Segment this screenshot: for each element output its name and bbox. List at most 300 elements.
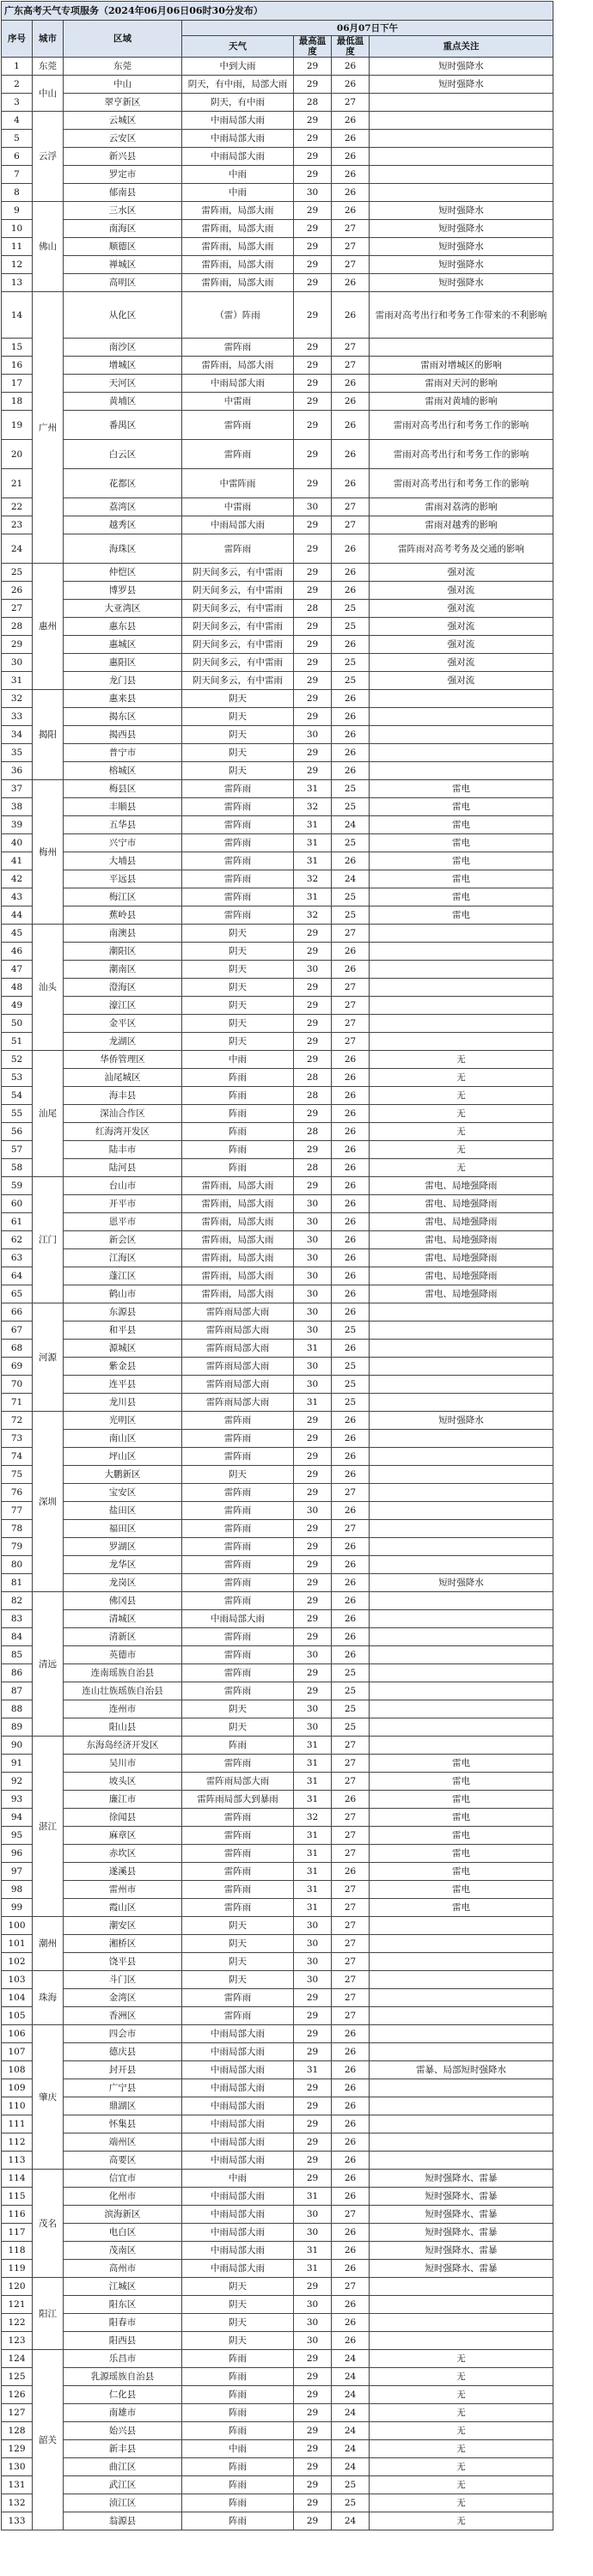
cell-focus: 短时强降水、雷暴 <box>370 2170 553 2188</box>
table-row <box>2 1917 553 1935</box>
cell-tmin: 26 <box>332 2043 370 2061</box>
table-row <box>2 1394 553 1412</box>
cell-region: 坡头区 <box>64 1773 182 1791</box>
table-row <box>2 1718 553 1737</box>
cell-tmin: 26 <box>332 2133 370 2152</box>
cell-index: 13 <box>2 274 33 292</box>
table-row <box>2 1773 553 1791</box>
cell-tmax: 29 <box>294 582 332 600</box>
cell-tmax: 30 <box>294 2314 332 2332</box>
cell-tmax: 30 <box>294 1303 332 1322</box>
table-row <box>2 2386 553 2404</box>
cell-weather: 雷阵雨 <box>182 1664 294 1682</box>
cell-tmin: 26 <box>332 292 370 339</box>
table-row <box>2 94 553 112</box>
cell-weather: 阴天 <box>182 997 294 1015</box>
cell-weather: 雷阵雨 <box>182 834 294 852</box>
table-row <box>2 1538 553 1556</box>
cell-focus <box>370 1466 553 1484</box>
cell-region: 龙门县 <box>64 672 182 690</box>
cell-weather: 雷阵雨 <box>182 906 294 925</box>
table-row <box>2 2079 553 2097</box>
cell-tmin: 26 <box>332 148 370 166</box>
cell-region: 仁化县 <box>64 2386 182 2404</box>
cell-tmin: 25 <box>332 834 370 852</box>
cell-index: 93 <box>2 1791 33 1809</box>
table-row <box>2 166 553 184</box>
cell-region: 普宁市 <box>64 744 182 762</box>
cell-city: 茂名 <box>33 2170 64 2278</box>
cell-weather: 阵雨 <box>182 1159 294 1177</box>
cell-tmin: 26 <box>332 1466 370 1484</box>
cell-focus <box>370 339 553 357</box>
cell-tmax: 29 <box>294 2115 332 2133</box>
cell-tmax: 29 <box>294 2458 332 2476</box>
cell-region: 蕉岭县 <box>64 906 182 925</box>
cell-focus: 雷电 <box>370 852 553 870</box>
cell-weather: 雷阵雨 <box>182 1881 294 1899</box>
cell-region: 惠东县 <box>64 618 182 636</box>
cell-tmax: 31 <box>294 852 332 870</box>
cell-region: 紫金县 <box>64 1358 182 1376</box>
cell-tmax: 29 <box>294 375 332 393</box>
cell-focus: 强对流 <box>370 600 553 618</box>
cell-city: 阳江 <box>33 2278 64 2350</box>
table-row <box>2 744 553 762</box>
cell-city: 清远 <box>33 1592 64 1737</box>
cell-region: 阳山县 <box>64 1718 182 1737</box>
cell-weather: 雷阵雨 <box>182 1538 294 1556</box>
cell-weather: 阵雨 <box>182 1123 294 1141</box>
cell-region: 香洲区 <box>64 2007 182 2025</box>
cell-weather: 雷阵雨 <box>182 1520 294 1538</box>
cell-tmax: 29 <box>294 2278 332 2296</box>
cell-tmax: 29 <box>294 2494 332 2512</box>
cell-region: 越秀区 <box>64 516 182 534</box>
cell-tmax: 29 <box>294 1141 332 1159</box>
cell-focus <box>370 1682 553 1700</box>
cell-weather: 中雨局部大雨 <box>182 2242 294 2260</box>
cell-tmin: 26 <box>332 708 370 726</box>
table-row <box>2 238 553 256</box>
table-row <box>2 2224 553 2242</box>
cell-focus: 短时强降水 <box>370 202 553 220</box>
cell-index: 129 <box>2 2440 33 2458</box>
cell-weather: 阵雨 <box>182 1105 294 1123</box>
cell-tmin: 26 <box>332 762 370 780</box>
cell-tmax: 29 <box>294 76 332 94</box>
header-focus: 重点关注 <box>370 36 553 58</box>
cell-region: 连州市 <box>64 1700 182 1718</box>
cell-weather: 雷阵雨 <box>182 534 294 564</box>
cell-index: 25 <box>2 564 33 582</box>
cell-focus <box>370 1953 553 1971</box>
cell-region: 江海区 <box>64 1249 182 1267</box>
cell-region: 乳源瑶族自治县 <box>64 2368 182 2386</box>
cell-index: 64 <box>2 1267 33 1285</box>
cell-region: 福田区 <box>64 1520 182 1538</box>
table-row <box>2 1267 553 1285</box>
cell-weather: 雷阵雨 <box>182 1448 294 1466</box>
table-row <box>2 256 553 274</box>
cell-focus: 无 <box>370 2368 553 2386</box>
cell-weather: 阴天间多云，有中雷雨 <box>182 654 294 672</box>
cell-tmin: 26 <box>332 76 370 94</box>
cell-weather: 雷阵雨 <box>182 1827 294 1845</box>
cell-region: 赤坎区 <box>64 1845 182 1863</box>
table-row <box>2 1520 553 1538</box>
cell-tmin: 25 <box>332 1376 370 1394</box>
cell-tmax: 29 <box>294 58 332 76</box>
cell-tmax: 29 <box>294 1105 332 1123</box>
table-row <box>2 516 553 534</box>
cell-focus <box>370 1628 553 1646</box>
cell-focus: 短时强降水 <box>370 1574 553 1592</box>
cell-tmin: 26 <box>332 1556 370 1574</box>
cell-region: 四会市 <box>64 2025 182 2043</box>
cell-tmin: 26 <box>332 1502 370 1520</box>
cell-focus: 短时强降水、雷暴 <box>370 2242 553 2260</box>
cell-focus <box>370 1935 553 1953</box>
cell-tmax: 31 <box>294 1863 332 1881</box>
cell-weather: 阵雨 <box>182 2476 294 2494</box>
cell-weather: 雷阵雨，局部大雨 <box>182 256 294 274</box>
cell-weather: 中雨局部大雨 <box>182 2260 294 2278</box>
table-row <box>2 112 553 130</box>
cell-focus <box>370 925 553 943</box>
cell-region: 佛冈县 <box>64 1592 182 1610</box>
cell-tmin: 26 <box>332 393 370 411</box>
cell-region: 金平区 <box>64 1015 182 1033</box>
table-row <box>2 2368 553 2386</box>
cell-region: 广宁县 <box>64 2079 182 2097</box>
cell-weather: 阴天 <box>182 1917 294 1935</box>
cell-weather: 中雨 <box>182 184 294 202</box>
cell-index: 130 <box>2 2458 33 2476</box>
cell-index: 119 <box>2 2260 33 2278</box>
cell-focus <box>370 2332 553 2350</box>
cell-region: 东源县 <box>64 1303 182 1322</box>
cell-index: 121 <box>2 2296 33 2314</box>
cell-index: 125 <box>2 2368 33 2386</box>
cell-tmax: 29 <box>294 292 332 339</box>
cell-index: 107 <box>2 2043 33 2061</box>
cell-focus <box>370 690 553 708</box>
table-row <box>2 1935 553 1953</box>
cell-tmax: 30 <box>294 961 332 979</box>
cell-region: 揭东区 <box>64 708 182 726</box>
cell-tmin: 26 <box>332 943 370 961</box>
cell-tmax: 29 <box>294 166 332 184</box>
cell-region: 惠城区 <box>64 636 182 654</box>
cell-index: 96 <box>2 1845 33 1863</box>
cell-focus: 短时强降水 <box>370 238 553 256</box>
cell-region: 滨海新区 <box>64 2206 182 2224</box>
cell-focus: 雷电 <box>370 888 553 906</box>
cell-tmax: 29 <box>294 1177 332 1195</box>
cell-tmax: 29 <box>294 1051 332 1069</box>
cell-region: 丰顺县 <box>64 798 182 816</box>
cell-tmin: 27 <box>332 1935 370 1953</box>
cell-tmin: 24 <box>332 2458 370 2476</box>
cell-index: 11 <box>2 238 33 256</box>
cell-index: 26 <box>2 582 33 600</box>
table-row <box>2 1664 553 1682</box>
cell-tmax: 29 <box>294 238 332 256</box>
cell-index: 83 <box>2 1610 33 1628</box>
cell-index: 19 <box>2 411 33 440</box>
cell-focus: 雷雨对黄埔的影响 <box>370 393 553 411</box>
cell-tmax: 29 <box>294 2007 332 2025</box>
table-row <box>2 440 553 469</box>
cell-region: 仲恺区 <box>64 564 182 582</box>
cell-index: 62 <box>2 1231 33 1249</box>
table-row <box>2 708 553 726</box>
cell-focus <box>370 1718 553 1737</box>
cell-index: 8 <box>2 184 33 202</box>
cell-region: 金湾区 <box>64 1989 182 2007</box>
cell-tmax: 29 <box>294 1520 332 1538</box>
cell-tmax: 28 <box>294 600 332 618</box>
cell-tmin: 26 <box>332 2170 370 2188</box>
cell-focus <box>370 1556 553 1574</box>
cell-tmin: 27 <box>332 94 370 112</box>
cell-region: 澄海区 <box>64 979 182 997</box>
cell-tmin: 27 <box>332 1737 370 1755</box>
cell-tmax: 30 <box>294 726 332 744</box>
cell-tmax: 29 <box>294 2386 332 2404</box>
cell-index: 88 <box>2 1700 33 1718</box>
cell-tmax: 30 <box>294 2296 332 2314</box>
cell-region: 乐昌市 <box>64 2350 182 2368</box>
cell-weather: 雷阵雨 <box>182 1845 294 1863</box>
cell-tmin: 27 <box>332 516 370 534</box>
header-row-1 <box>2 21 553 36</box>
cell-index: 82 <box>2 1592 33 1610</box>
cell-region: 南山区 <box>64 1430 182 1448</box>
cell-region: 深汕合作区 <box>64 1105 182 1123</box>
cell-city: 梅州 <box>33 780 64 925</box>
cell-tmax: 31 <box>294 1881 332 1899</box>
cell-weather: 雷阵雨局部大雨 <box>182 1773 294 1791</box>
cell-focus <box>370 112 553 130</box>
cell-tmin: 26 <box>332 1412 370 1430</box>
cell-tmax: 30 <box>294 1358 332 1376</box>
cell-focus <box>370 1917 553 1935</box>
cell-tmax: 29 <box>294 979 332 997</box>
cell-tmin: 26 <box>332 744 370 762</box>
cell-focus <box>370 1484 553 1502</box>
cell-city: 云浮 <box>33 112 64 202</box>
table-row <box>2 1033 553 1051</box>
cell-city: 河源 <box>33 1303 64 1412</box>
cell-tmin: 27 <box>332 1845 370 1863</box>
cell-index: 37 <box>2 780 33 798</box>
table-row <box>2 1610 553 1628</box>
cell-weather: 雷阵雨 <box>182 1412 294 1430</box>
cell-city: 珠海 <box>33 1971 64 2025</box>
cell-tmin: 27 <box>332 2007 370 2025</box>
table-row <box>2 2152 553 2170</box>
cell-region: 南雄市 <box>64 2404 182 2422</box>
cell-region: 开平市 <box>64 1195 182 1213</box>
cell-tmin: 27 <box>332 1989 370 2007</box>
cell-tmax: 29 <box>294 1448 332 1466</box>
cell-index: 97 <box>2 1863 33 1881</box>
cell-index: 116 <box>2 2206 33 2224</box>
cell-tmin: 26 <box>332 961 370 979</box>
table-row <box>2 1303 553 1322</box>
cell-focus: 强对流 <box>370 672 553 690</box>
cell-focus: 雷电 <box>370 1845 553 1863</box>
table-row <box>2 411 553 440</box>
cell-region: 云城区 <box>64 112 182 130</box>
cell-region: 罗湖区 <box>64 1538 182 1556</box>
cell-tmin: 27 <box>332 2278 370 2296</box>
cell-index: 42 <box>2 870 33 888</box>
cell-tmin: 26 <box>332 1863 370 1881</box>
cell-tmax: 29 <box>294 1015 332 1033</box>
cell-tmin: 26 <box>332 184 370 202</box>
cell-region: 中山 <box>64 76 182 94</box>
cell-tmax: 31 <box>294 1737 332 1755</box>
cell-index: 23 <box>2 516 33 534</box>
table-row <box>2 1141 553 1159</box>
cell-weather: 雷阵雨 <box>182 1755 294 1773</box>
cell-focus: 雷电 <box>370 1755 553 1773</box>
cell-weather: 阵雨 <box>182 1069 294 1087</box>
cell-region: 郁南县 <box>64 184 182 202</box>
cell-tmin: 26 <box>332 375 370 393</box>
cell-tmin: 26 <box>332 2097 370 2115</box>
cell-region: 禅城区 <box>64 256 182 274</box>
cell-tmin: 26 <box>332 1285 370 1303</box>
table-row <box>2 1845 553 1863</box>
table-row <box>2 2296 553 2314</box>
table-row <box>2 202 553 220</box>
cell-weather: 雷阵雨，局部大雨 <box>182 1249 294 1267</box>
cell-index: 71 <box>2 1394 33 1412</box>
cell-tmax: 29 <box>294 220 332 238</box>
cell-index: 94 <box>2 1809 33 1827</box>
table-row <box>2 1827 553 1845</box>
cell-focus: 无 <box>370 1123 553 1141</box>
cell-focus <box>370 1358 553 1376</box>
cell-focus <box>370 708 553 726</box>
cell-tmax: 31 <box>294 2260 332 2278</box>
table-head <box>2 2 553 58</box>
cell-tmax: 29 <box>294 2476 332 2494</box>
cell-weather: 雷阵雨，局部大雨 <box>182 357 294 375</box>
cell-weather: 雷阵雨局部大雨 <box>182 1394 294 1412</box>
table-row <box>2 2440 553 2458</box>
cell-weather: 雷阵雨，局部大雨 <box>182 1231 294 1249</box>
table-row <box>2 690 553 708</box>
cell-index: 52 <box>2 1051 33 1069</box>
cell-index: 63 <box>2 1249 33 1267</box>
cell-region: 揭西县 <box>64 726 182 744</box>
cell-tmax: 30 <box>294 498 332 516</box>
cell-weather: 雷阵雨 <box>182 1809 294 1827</box>
cell-focus: 无 <box>370 1069 553 1087</box>
table-row <box>2 2133 553 2152</box>
cell-tmin: 25 <box>332 600 370 618</box>
cell-tmin: 27 <box>332 1015 370 1033</box>
table-row <box>2 2314 553 2332</box>
cell-index: 99 <box>2 1899 33 1917</box>
cell-focus <box>370 1971 553 1989</box>
cell-index: 81 <box>2 1574 33 1592</box>
table-row <box>2 888 553 906</box>
cell-city: 汕头 <box>33 925 64 1051</box>
cell-weather: 中雨局部大雨 <box>182 516 294 534</box>
cell-index: 104 <box>2 1989 33 2007</box>
cell-weather: 阴天 <box>182 979 294 997</box>
cell-focus: 强对流 <box>370 618 553 636</box>
cell-tmin: 26 <box>332 1646 370 1664</box>
cell-focus <box>370 2278 553 2296</box>
cell-region: 吴川市 <box>64 1755 182 1773</box>
cell-index: 17 <box>2 375 33 393</box>
table-row <box>2 2260 553 2278</box>
cell-tmin: 27 <box>332 2206 370 2224</box>
cell-region: 江城区 <box>64 2278 182 2296</box>
cell-tmax: 28 <box>294 1159 332 1177</box>
cell-region: 潮安区 <box>64 1917 182 1935</box>
cell-region: 兴宁市 <box>64 834 182 852</box>
cell-tmin: 25 <box>332 2476 370 2494</box>
cell-focus: 无 <box>370 1141 553 1159</box>
cell-region: 大埔县 <box>64 852 182 870</box>
table-row <box>2 943 553 961</box>
cell-tmin: 26 <box>332 2224 370 2242</box>
table-row <box>2 618 553 636</box>
cell-tmin: 27 <box>332 256 370 274</box>
table-row <box>2 1971 553 1989</box>
cell-focus: 雷电 <box>370 870 553 888</box>
cell-tmin: 26 <box>332 1249 370 1267</box>
cell-index: 65 <box>2 1285 33 1303</box>
cell-index: 28 <box>2 618 33 636</box>
table-row <box>2 534 553 564</box>
cell-index: 40 <box>2 834 33 852</box>
cell-tmin: 27 <box>332 339 370 357</box>
table-title: 广东高考天气专项服务（2024年06月06日06时30分发布） <box>2 2 553 21</box>
cell-tmin: 26 <box>332 1538 370 1556</box>
cell-city: 肇庆 <box>33 2025 64 2170</box>
cell-tmin: 27 <box>332 1755 370 1773</box>
cell-weather: 中雨 <box>182 2440 294 2458</box>
cell-weather: 中雷阵雨 <box>182 469 294 498</box>
cell-tmax: 29 <box>294 636 332 654</box>
cell-weather: 阴天间多云，有中雷雨 <box>182 636 294 654</box>
table-row <box>2 1430 553 1448</box>
table-row <box>2 1953 553 1971</box>
cell-weather: 阵雨 <box>182 1087 294 1105</box>
cell-tmax: 28 <box>294 1087 332 1105</box>
cell-focus <box>370 762 553 780</box>
cell-index: 100 <box>2 1917 33 1935</box>
table-row <box>2 1448 553 1466</box>
cell-weather: 雷阵雨，局部大雨 <box>182 202 294 220</box>
cell-index: 10 <box>2 220 33 238</box>
cell-weather: 阴天间多云，有中雷雨 <box>182 672 294 690</box>
cell-tmax: 29 <box>294 690 332 708</box>
table-row <box>2 498 553 516</box>
cell-index: 58 <box>2 1159 33 1177</box>
cell-region: 陆河县 <box>64 1159 182 1177</box>
cell-weather: 阵雨 <box>182 2458 294 2476</box>
